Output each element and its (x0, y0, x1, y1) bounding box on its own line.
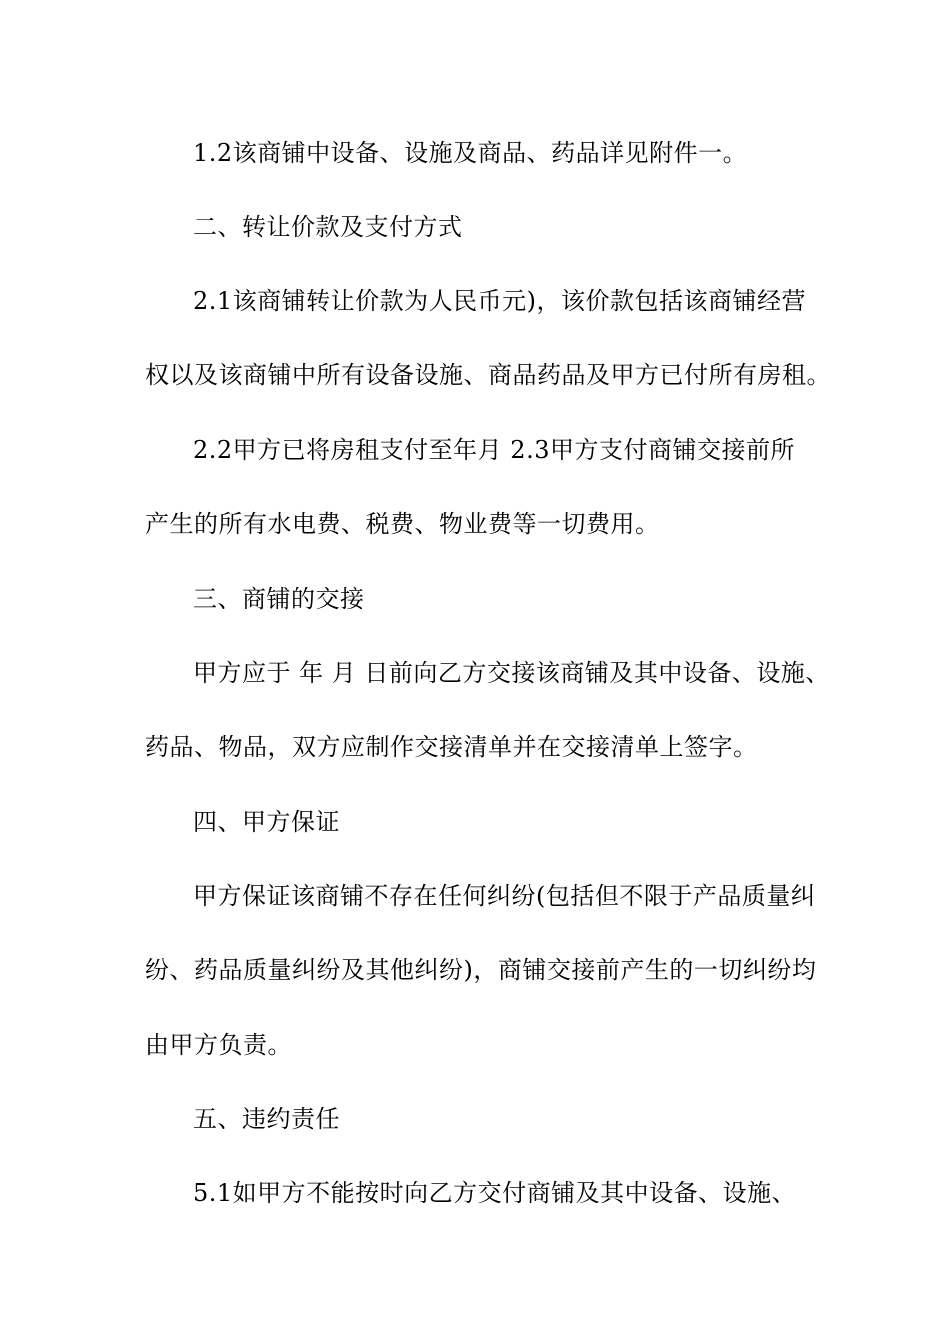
section-2-heading: 二、转让价款及支付方式 (193, 213, 463, 241)
clause-2-1-line-1: 2.1该商铺转让价款为人民币元)，该价款包括该商铺经营 (193, 287, 807, 315)
section-5-heading: 五、违约责任 (193, 1105, 340, 1133)
section-4-body-line-1: 甲方保证该商铺不存在任何纠纷(包括但不限于产品质量纠 (193, 882, 816, 910)
section-4-body-line-2: 纷、药品质量纠纷及其他纠纷)，商铺交接前产生的一切纠纷均 (145, 956, 817, 984)
clause-1-2-line: 1.2该商铺中设备、设施及商品、药品详见附件一。 (193, 139, 748, 167)
clause-2-1-line-2: 权以及该商铺中所有设备设施、商品药品及甲方已付所有房租。 (145, 361, 831, 389)
section-3-body-line-1: 甲方应于 年 月 日前向乙方交接该商铺及其中设备、设施、 (193, 659, 830, 687)
section-3-body-line-2: 药品、物品，双方应制作交接清单并在交接清单上签字。 (145, 733, 758, 761)
clause-5-1-line-1: 5.1如甲方不能按时向乙方交付商铺及其中设备、设施、 (193, 1179, 797, 1207)
section-3-heading: 三、商铺的交接 (193, 585, 365, 613)
section-4-heading: 四、甲方保证 (193, 808, 340, 836)
section-4-body-line-3: 由甲方负责。 (145, 1031, 292, 1059)
clause-2-3-line-2: 产生的所有水电费、税费、物业费等一切费用。 (145, 510, 660, 538)
clause-2-2-line-1: 2.2甲方已将房租支付至年月 2.3甲方支付商铺交接前所 (193, 436, 795, 464)
